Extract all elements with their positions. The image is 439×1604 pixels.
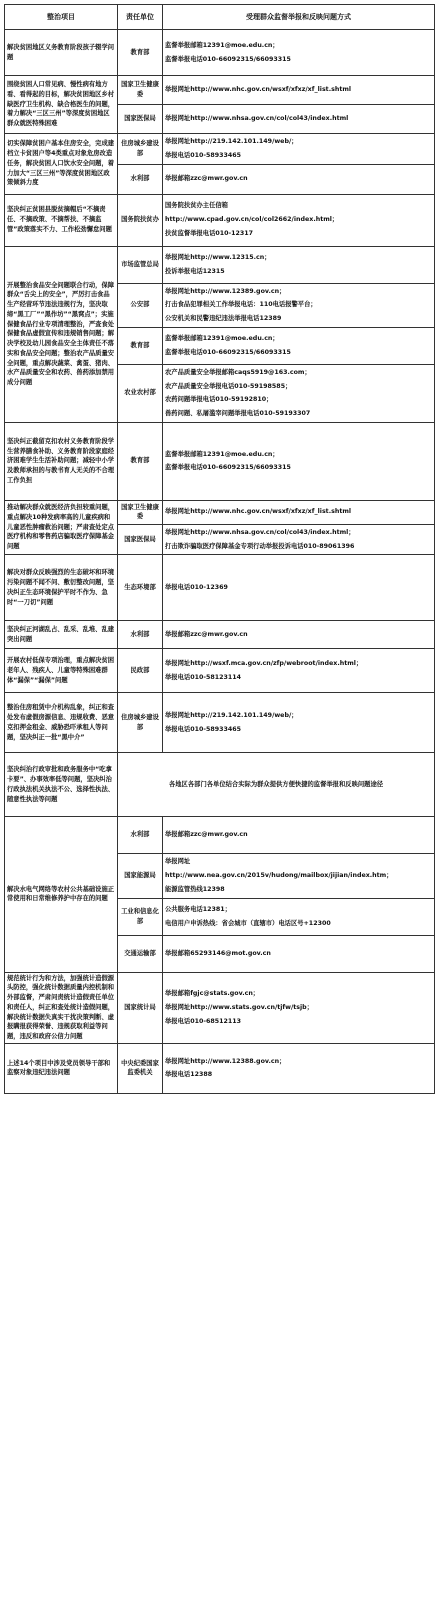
- table-row: [5, 972, 435, 1043]
- table-row: [5, 246, 435, 283]
- contact-cell: [163, 194, 435, 246]
- contact-line: 举报网址http://www.12315.cn；: [165, 253, 271, 261]
- item-cell: 开展整治食品安全问题联合行动，保障群众“舌尖上的安全”，严厉打击食品生产经营环节违法违规行为，坚决取缔“黑工厂”“黑作坊”“黑窝点”；实施保健食品行业专项清理整治，严查食处保健食品虚假宣传和违规销售问题；解决学校及幼儿园食品安全主体责任不落实和食品安全问题；整治农产品质量安全问题，重点解决蔬菜、禽蛋、猪肉、水产品质量安全和农药、兽药添加禁用成分问题: [5, 246, 118, 422]
- item-cell: 开展农村低保专项治理，重点解决贫困老年人、残疾人、儿童等特殊困难群体“漏保”“漏保”问题: [5, 649, 118, 693]
- contact-line: 农产品质量安全举报电话010-59198585；: [165, 382, 292, 390]
- unit-cell: 国家医保局: [118, 105, 163, 134]
- table-row: [5, 76, 435, 105]
- header-unit: 责任单位: [118, 5, 163, 30]
- header-item: 整治项目: [5, 5, 118, 30]
- contact-line: 举报电话010-58933465: [165, 725, 241, 733]
- item-cell: 推动解决群众就医经济负担较重问题，重点解决10种发病率高的儿童疾病和儿童恶性肿瘤救治问题；严肃查处定点医疗机构和零售药店骗取医疗保障基金问题: [5, 500, 118, 555]
- item-cell: 围绕贫困人口常见病、慢性病有地方看、看得起的目标，解决贫困地区乡村缺医疗卫生机构、缺合格医生的问题，着力解决“三区三州”等深度贫困地区群众就医特殊困难: [5, 76, 118, 134]
- item-cell: 上述14个项目中涉及党员领导干部和监察对象违纪违法问题: [5, 1043, 118, 1093]
- contact-cell: [163, 283, 435, 327]
- contact-cell: [163, 327, 435, 364]
- contact-line: 举报邮箱zzc@mwr.gov.cn: [165, 175, 248, 183]
- contact-line: 举报网址http://wsxf.mca.gov.cn/zfp/webroot/index.html；: [165, 660, 363, 667]
- item-cell: 坚决纠治行政审批和政务服务中“吃拿卡要”、办事效率低等问题，坚决纠治行政执法机关执法不公、选择性执法、随意性执法等问题: [5, 753, 118, 817]
- unit-cell: 市场监管总局: [118, 246, 163, 283]
- table-row: [5, 817, 435, 854]
- contact-cell: [163, 105, 435, 134]
- contact-line: 举报网址http://www.nhc.gov.cn/wsxf/xfxz/xf_list.shtml: [165, 86, 352, 94]
- unit-cell: 国家卫生健康委: [118, 76, 163, 105]
- unit-cell: 生态环境部: [118, 555, 163, 621]
- contact-cell: [163, 500, 435, 524]
- contact-line: 监督举报电话010-66092315/66093315: [165, 55, 291, 63]
- table-row: [5, 1043, 435, 1093]
- item-cell: 解决贫困地区义务教育阶段孩子辍学问题: [5, 30, 118, 76]
- table-header-row: [5, 5, 435, 30]
- contact-cell: [118, 753, 435, 817]
- contact-line: 举报网址http://www.12388.gov.cn；: [165, 1057, 286, 1065]
- table-row: [5, 134, 435, 165]
- contact-line: 举报网址http://219.142.101.149/web/；: [165, 138, 298, 145]
- contact-line: 投诉举报电话12315: [165, 267, 225, 275]
- item-cell: 坚决纠正贫困县脱贫摘帽后“不摘责任、不摘政策、不摘帮扶、不摘监管”政策落实不力、工作松劲懈怠问题: [5, 194, 118, 246]
- contact-cell: [163, 76, 435, 105]
- table-row: [5, 500, 435, 524]
- table-row: [5, 621, 435, 649]
- unit-cell: 住房城乡建设部: [118, 693, 163, 753]
- contact-line: 公共服务电话12381；: [165, 905, 231, 913]
- contact-line: 举报邮箱65293146@mot.gov.cn: [165, 949, 271, 957]
- contact-line: 举报电话010-58123114: [165, 673, 241, 681]
- item-cell: 切实保障贫困户基本住房安全，完成建档立卡贫困户等4类重点对象危房改造任务，解决贫困人口饮水安全问题，着力加大“三区三州”等深度贫困地区政策倾斜力度: [5, 134, 118, 195]
- contact-line: 监督举报电话010-66092315/66093315: [165, 348, 291, 356]
- contact-line: 举报邮箱fgjc@stats.gov.cn；: [165, 990, 260, 997]
- unit-cell: 交通运输部: [118, 935, 163, 972]
- item-cell: 整治住房租赁中介机构乱象，纠正和查处发布虚假房源信息、违规收费、恶意克扣押金租金、威胁恐吓承租人等问题，坚决纠正一批“黑中介”: [5, 693, 118, 753]
- unit-cell: 教育部: [118, 422, 163, 500]
- contact-cell: [163, 422, 435, 500]
- contact-cell: [163, 1043, 435, 1093]
- contact-line: 电信用户申诉热线：省会城市（直辖市）电话区号+12300: [165, 919, 331, 927]
- contact-cell: [163, 935, 435, 972]
- item-cell: 坚决纠正截留克扣农村义务教育阶段学生营养膳食补助、义务教育阶段家庭经济困难学生生活补助问题；减轻中小学及教师承担的与教书育人无关的不合理工作负担: [5, 422, 118, 500]
- contact-cell: [163, 364, 435, 422]
- contact-line: 举报电话010-12369: [165, 583, 228, 591]
- contact-cell: [163, 854, 435, 898]
- unit-cell: 水利部: [118, 621, 163, 649]
- contact-cell: [163, 524, 435, 555]
- unit-cell: 公安部: [118, 283, 163, 327]
- unit-cell: 国家卫生健康委: [118, 500, 163, 524]
- contact-cell: [163, 898, 435, 935]
- rectification-table: [4, 4, 435, 1094]
- unit-cell: 国务院扶贫办: [118, 194, 163, 246]
- contact-line: 能源监管热线12398: [165, 885, 225, 893]
- contact-cell: [163, 817, 435, 854]
- contact-line: 公安机关和民警违纪违法举报电话12389: [165, 315, 282, 322]
- unit-cell: 住房城乡建设部: [118, 134, 163, 165]
- contact-line: 举报网址http://www.stats.gov.cn/tjfw/tsjb；: [165, 1003, 313, 1011]
- contact-line: 举报邮箱zzc@mwr.gov.cn: [165, 630, 248, 638]
- table-row: [5, 422, 435, 500]
- contact-line: 举报电话010-58933465: [165, 151, 241, 159]
- unit-cell: 国家医保局: [118, 524, 163, 555]
- contact-line: 监督举报邮箱12391@moe.edu.cn；: [165, 335, 279, 342]
- table-row: [5, 753, 435, 817]
- contact-cell: [163, 972, 435, 1043]
- contact-line: http://www.nea.gov.cn/2015v/hudong/mailbox/jijian/index.htm；: [165, 872, 393, 879]
- contact-line: 监督举报电话010-66092315/66093315: [165, 464, 291, 472]
- contact-line: 举报网址: [165, 858, 191, 866]
- unit-cell: 教育部: [118, 327, 163, 364]
- item-cell: 解决水电气网络等农村公共基础设施正常使用和日常维修养护中存在的问题: [5, 817, 118, 972]
- contact-line: 监督举报邮箱12391@moe.edu.cn；: [165, 41, 279, 49]
- table-row: [5, 649, 435, 693]
- unit-cell: 中央纪委国家监委机关: [118, 1043, 163, 1093]
- contact-line: 各地区各部门各单位结合实际为群众提供方便快捷的监督举报和反映问题途径: [168, 780, 384, 788]
- unit-cell: 国家能源局: [118, 854, 163, 898]
- contact-cell: [163, 134, 435, 165]
- unit-cell: 水利部: [118, 817, 163, 854]
- unit-cell: 民政部: [118, 649, 163, 693]
- contact-line: 举报电话12388: [165, 1071, 213, 1079]
- contact-line: 监督举报邮箱12391@moe.edu.cn；: [165, 450, 279, 458]
- contact-cell: [163, 164, 435, 194]
- contact-line: 举报邮箱zzc@mwr.gov.cn: [165, 831, 248, 839]
- unit-cell: 工业和信息化部: [118, 898, 163, 935]
- contact-cell: [163, 246, 435, 283]
- item-cell: 规范统计行为和方法，加强统计造假源头防控，强化统计数据质量内控机制和外部监督，严肃问责统计造假责任单位和责任人，纠正和查处统计造假问题，解决统计数据失真实干扰决策判断、虚报瞒报获得荣誉、违规获取利益等问题，违反和政府公信力问题: [5, 972, 118, 1043]
- contact-line: 国务院扶贫办主任信箱: [165, 202, 228, 210]
- contact-line: 扶贫监督举报电话010-12317: [165, 229, 254, 237]
- table-row: [5, 194, 435, 246]
- contact-line: 举报网址http://www.12389.gov.cn；: [165, 287, 286, 295]
- unit-cell: 农业农村部: [118, 364, 163, 422]
- contact-line: 举报网址http://219.142.101.149/web/；: [165, 712, 298, 719]
- table-body: [5, 30, 435, 1094]
- header-contact: 受理群众监督举报和反映问题方式: [163, 5, 435, 30]
- table-row: [5, 30, 435, 76]
- contact-cell: [163, 555, 435, 621]
- contact-cell: [163, 693, 435, 753]
- contact-cell: [163, 621, 435, 649]
- contact-line: 打击食品犯罪相关工作举报电话：110电话报警平台；: [165, 301, 317, 309]
- contact-cell: [163, 649, 435, 693]
- unit-cell: 国家统计局: [118, 972, 163, 1043]
- contact-line: 举报网址http://www.nhsa.gov.cn/col/col43/index.html；: [165, 528, 355, 536]
- table-row: [5, 693, 435, 753]
- item-cell: 解决对群众反映强烈的生态破坏和环境污染问题不闻不问、敷衍整改问题，坚决纠正生态环境保护平时不作为、急时“一刀切”问题: [5, 555, 118, 621]
- contact-line: 举报网址http://www.nhsa.gov.cn/col/col43/index.html: [165, 115, 349, 123]
- contact-line: 兽药问题、私屠滥宰问题举报电话010-59193307: [165, 410, 311, 417]
- contact-line: 打击欺诈骗取医疗保障基金专项行动举报投诉电话010-89061396: [165, 542, 355, 550]
- contact-line: http://www.cpad.gov.cn/col/col2662/index.html；: [165, 216, 339, 224]
- unit-cell: 水利部: [118, 164, 163, 194]
- contact-line: 农药问题举报电话010-59192810；: [165, 396, 273, 404]
- item-cell: 坚决纠正河湖乱占、乱采、乱堆、乱建突出问题: [5, 621, 118, 649]
- contact-line: 举报电话010-68512113: [165, 1017, 241, 1025]
- unit-cell: 教育部: [118, 30, 163, 76]
- table-row: [5, 555, 435, 621]
- contact-line: 举报网址http://www.nhc.gov.cn/wsxf/xfxz/xf_list.shtml: [165, 508, 352, 516]
- contact-line: 农产品质量安全举报邮箱caqs5919@163.com；: [165, 368, 311, 376]
- contact-cell: [163, 30, 435, 76]
